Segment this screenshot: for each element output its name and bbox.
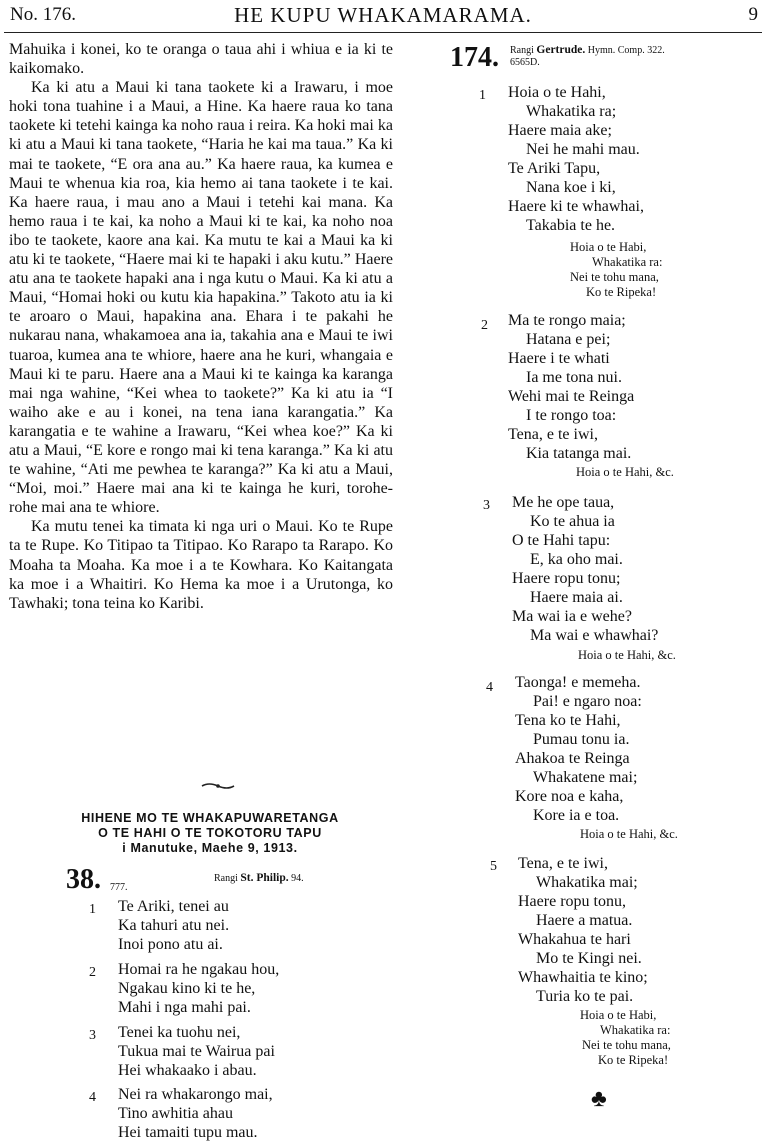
verse-line: O te Hahi tapu: [512,532,611,549]
story-paragraph: Ka mutu tenei ka timata ki nga uri o Maui. Ko te Rupe ta te Rupe. Ko Titipao ta Titipao. Ko Rarapo ta Rarapo. Ko Moaha ta Moaha. Ka moe i a te Kowhara. Ko Kaitangata ka moe i a Whaitiri. Ko Hema ka moe i a Urutonga, ko Tawhaki; tona teina ko Karibi. [9,518,393,612]
chorus-line: Whakatika ra: [600,1023,671,1037]
verse-line: Haere a matua. [536,912,633,929]
running-title: HE KUPU WHAKAMARAMA. [234,3,532,27]
verse-line: Hei tamaiti tupu mau. [118,1124,258,1141]
chorus-line: Hoia o te Hahi, &c. [580,827,678,841]
tune-ref: Hymn. Comp. 322. [587,45,665,56]
verse-line: Ngakau kino ki te he, [118,980,256,997]
verse-line: Hei whakaako i abau. [118,1062,257,1079]
verse-line: Haere maia ai. [530,589,623,606]
verse-line: Whakatika ra; [526,103,617,120]
verse-number: 5 [490,859,497,874]
verse-line: Homai ra he ngakau hou, [118,961,280,978]
verse-number: 2 [481,318,488,333]
verse-line: Mahi i nga mahi pai. [118,999,251,1016]
heading-subline: i Manutuke, Maehe 9, 1913. [122,841,298,855]
verse-line: Ma te rongo maia; [508,312,626,329]
verse-line: Ahakoa te Reinga [515,750,630,767]
chorus-line: Hoia o te Hahi, &c. [578,648,676,662]
verse-number: 2 [89,965,96,980]
verse-line: Tena, e te iwi, [508,426,598,443]
verse-line: Whawhaitia te kino; [518,969,648,986]
verse-line: Pumau tonu ia. [533,731,630,748]
verse-line: Tenei ka tuohu nei, [118,1024,241,1041]
verse-number: 3 [483,498,490,513]
verse-line: Nana koe i ki, [526,179,616,196]
verse-number: 3 [89,1028,96,1043]
verse-line: Whakatika mai; [536,874,638,891]
tune-name: Gertrude. [536,44,586,56]
heading-line: O TE HAHI O TE TOKOTORU TAPU [98,826,322,840]
verse-line: E, ka oho mai. [530,551,623,568]
hymn-section-heading [30,811,390,856]
header-rule [4,32,762,33]
chorus-line: Hoia o te Hahi, &c. [576,465,674,479]
verse-line: Ma wai e whawhai? [530,627,659,644]
hymn-meter: 6565D. [510,57,540,68]
verse-line: Haere i te whati [508,350,610,367]
verse-line: Haere ki te whawhai, [508,198,644,215]
shamrock-icon: ♣ [591,1086,607,1112]
hymn-tune [214,872,304,884]
page-header [0,0,766,30]
chorus-line: Whakatika ra: [592,255,663,269]
verse-line: Wehi mai te Reinga [508,388,635,405]
verse-line: Hoia o te Hahi, [508,84,606,101]
story-paragraph: Mahuika i konei, ko te oranga o taua ahi i whiua e ia ki te kaikomako. [9,41,393,78]
chorus-line: Hoia o te Habi, [580,1008,657,1022]
verse-line: Ka tahuri atu nei. [118,917,230,934]
verse-line: Pai! e ngaro noa: [533,693,642,710]
tune-ref: 94. [291,873,304,884]
verse-line: Ko te ahua ia [530,513,615,530]
verse-line: Nei ra whakarongo mai, [118,1086,273,1103]
verse-line: Mo te Kingi nei. [536,950,642,967]
verse-line: Ma wai ia e wehe? [512,608,632,625]
chorus-line: Ko te Ripeka! [586,285,657,299]
page-number-label: No. 176. [10,4,76,25]
tune-name: St. Philip. [240,872,289,884]
hymn-number: 38. [66,864,101,895]
verse-line: Tino awhitia ahau [118,1105,233,1122]
verse-line: Whakahua te hari [518,931,631,948]
verse-line: Inoi pono atu ai. [118,936,223,953]
hymn-number: 174. [450,42,499,73]
verse-line: Ia me tona nui. [526,369,622,386]
tune-prefix: Rangi [214,873,238,884]
verse-line: Hatana e pei; [526,331,611,348]
verse-line: Tukua mai te Wairua pai [118,1043,275,1060]
verse-line: Te Ariki, tenei au [118,898,229,915]
verse-line: Kore ia e toa. [533,807,620,824]
verse-line: Takabia te he. [526,217,616,234]
hymn-tune [510,44,665,56]
verse-line: Haere maia ake; [508,122,612,139]
chorus-line: Nei te tohu mana, [570,270,659,284]
verse-line: Te Ariki Tapu, [508,160,601,177]
tune-prefix: Rangi [510,45,534,56]
ornament-rule-icon [200,782,236,790]
story-text [9,40,393,613]
verse-line: Turia ko te pai. [536,988,634,1005]
heading-line: HIHENE MO TE WHAKAPUWARETANGA [81,811,339,825]
verse-line: Nei he mahi mau. [526,141,640,158]
story-paragraph: Ka ki atu a Maui ki tana taokete ki a Irawaru, i moe hoki tona tuahine i a Maui, a Hine. Ka haere raua ko tana taokete ki tetehi kainga ka noho raua i reira. Ka hoki mai ka ki atu a Maui ki tana taokete, “Haria he kai ma taua.” Ka ki mai te taokete, “E ora ana au.” Ka haere raua, ka kumea e Maui te whenua kia roa, kia hemo ai tana taokete i te kai. Ka haere raua, i mau ano a Maui i tetehi kai mana. Ka hemo raua i te kai, ka noho a Maui ki te kai, ka noho noa ibo te taokete, kaore ana kai. Ka mutu te kai a Maui ka ki atu ki te taokete, “Haere mai ki te hapaki i aku kutu.” Haere atu ana te taokete hapaki ana i nga kutu o Maui. Ka ki atu a Maui, “Homai hoki ou kutu kia hapakina.” Takoto atu ia ki te aroaro o Maui, hapakina ana. Ehara i te pakahi he nukarau nana, whakamoea ana ia, takahia ana e Maui te iwi tuaroa, kumea ana te whiore, haere ana he kuri, whangaia e Maui ki te paru. Haere ana a Maui ki te kainga ka karanga mai nga wahine, “Kei whea to taokete?” Ka ki atu ia “I waiho ake e au i konei, na tena iana karangatia.” Ka karangatia e te wahine a Irawaru, “Kei whea koe?” Ka ki atu a Maui, “E kore e rongo mai ki tena karanga.” Ka ki atu te wahine, “Ati me pewhea te karanga?” Ka ki atu a Maui, “Moi, moi.” Haere mai ana ki te kainga he kuri, torohe-rohe mai ana te whiore. [9,79,393,517]
chorus-line: Ko te Ripeka! [598,1053,669,1067]
verse-line: I te rongo toa: [526,407,617,424]
verse-line: Taonga! e memeha. [515,674,641,691]
verse-line: Tena, e te iwi, [518,855,608,872]
hymn-meter: 777. [110,882,128,893]
verse-line: Kore noa e kaha, [515,788,624,805]
verse-line: Haere ropu tonu; [512,570,621,587]
verse-line: Tena ko te Hahi, [515,712,621,729]
verse-number: 1 [479,88,486,103]
page-folio: 9 [748,4,758,25]
chorus-line: Nei te tohu mana, [582,1038,671,1052]
verse-line: Kia tatanga mai. [526,445,632,462]
verse-line: Me he ope taua, [512,494,615,511]
verse-line: Haere ropu tonu, [518,893,626,910]
verse-line: Whakatene mai; [533,769,638,786]
verse-number: 4 [89,1090,96,1105]
verse-number: 4 [486,680,493,695]
verse-number: 1 [89,902,96,917]
chorus-line: Hoia o te Habi, [570,240,647,254]
